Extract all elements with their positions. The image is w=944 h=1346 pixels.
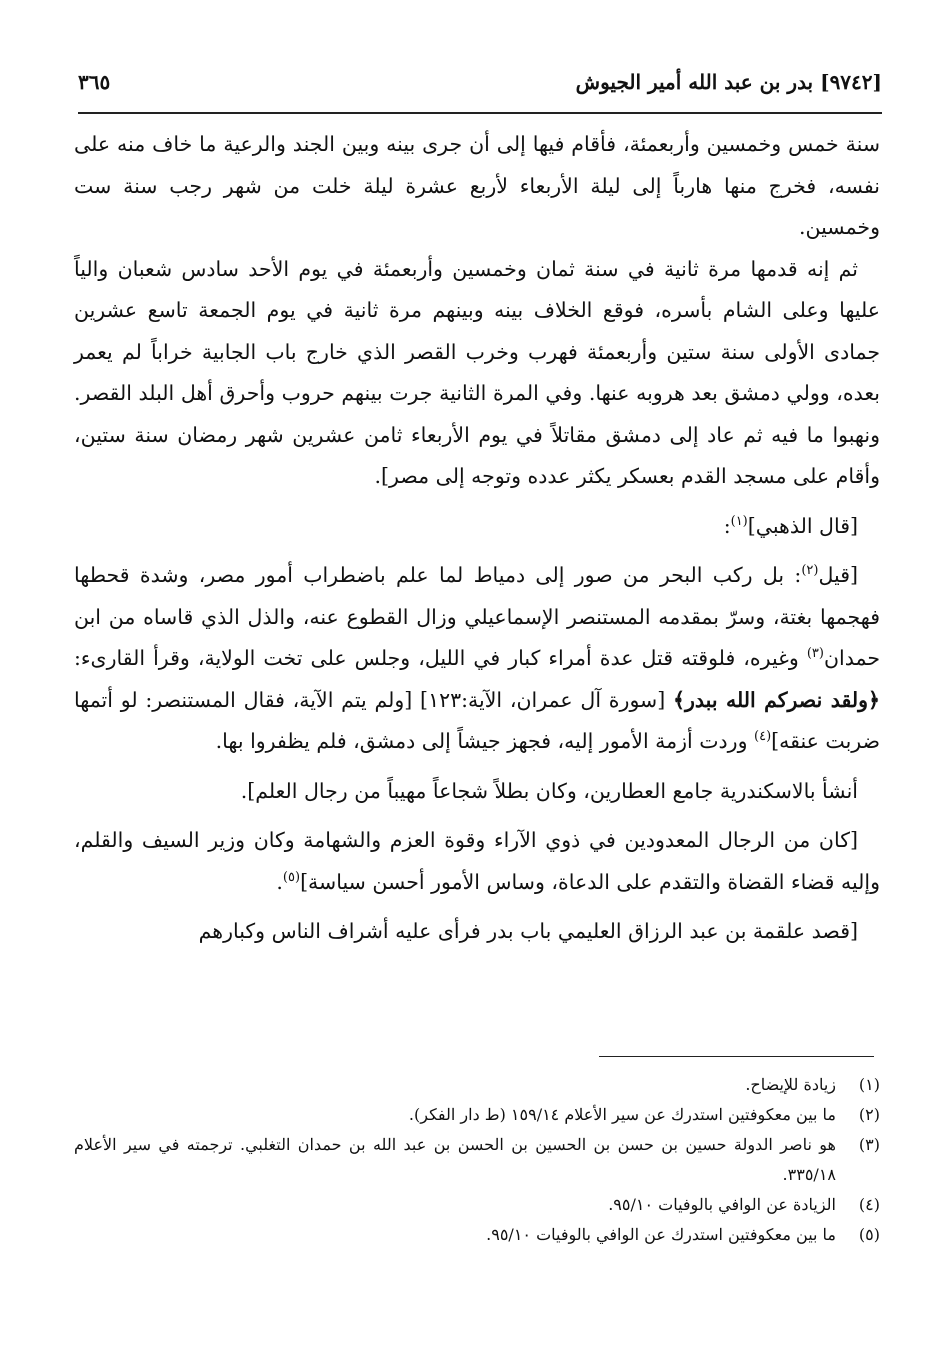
footnote-number: (٣) <box>858 1135 880 1154</box>
footnote-ref-1: (١) <box>730 513 748 529</box>
footnote-ref-2: (٢) <box>801 563 819 579</box>
main-text <box>74 124 880 961</box>
footnote-1 <box>74 1070 880 1100</box>
paragraph-1: سنة خمس وخمسين وأربعمئة، فأقام فيها إلى أن جرى بينه وبين الجند والرعية ما خاف منه على نفسه، فخرج منها هارباً إلى ليلة الأربعاء لأربع عشرة ليلة خلت من شهر رجب سنة ست وخمسين. <box>74 132 880 239</box>
footnote-separator <box>599 1056 874 1057</box>
footnote-number: (٢) <box>858 1105 880 1124</box>
footnote-number: (٤) <box>858 1195 880 1214</box>
footnote-text: زيادة للإيضاح. <box>745 1075 836 1094</box>
text-segment: وغيره، فلوقته قتل عدة أمراء كبار في الليل، وجلس على تخت الولاية، وقرأ القارىء: <box>74 646 807 670</box>
page-number: ٣٦٥ <box>78 70 111 94</box>
quran-verse: ﴿ولقد نصركم الله ببدر﴾ <box>673 687 880 712</box>
text-segment: [سورة آل عمران، الآية:١٢٣] [ولم يتم الآية، فقال المستنصر: لو أتمها ضربت عنقه] <box>74 687 880 753</box>
footnotes <box>74 1070 880 1250</box>
paragraph-6 <box>74 820 880 903</box>
period: . <box>276 869 283 894</box>
colon: : <box>723 513 731 538</box>
heading-dhahabi: [قال الذهبي] <box>747 513 858 538</box>
footnote-2 <box>74 1100 880 1130</box>
page-header <box>78 62 882 102</box>
paragraph-2: ثم إنه قدمها مرة ثانية في سنة ثمان وخمسين وأربعمئة في يوم الأحد سادس شعبان والياً عليها وعلى الشام بأسره، فوقع الخلاف بينه وبينهم مرة ثانية في يوم الجمعة تاسع عشرين جمادى الأولى سنة ستين وأربعمئة فهرب وخرب القصر الذي خارج باب الجابية خراباً لم يعمر بعده، وولي دمشق بعد هروبه عنها. وفي المرة الثانية جرت بينهم حروب وأحرق أهل البلد القصر. ونهبوا ما فيه ثم عاد إلى دمشق مقاتلاً في يوم الأربعاء ثامن عشرين شهر رمضان سنة ستين، وأقام على مسجد القدم بعسكر يكثر عدده وتوجه إلى مصر]. <box>74 256 880 488</box>
text-segment: [قيل <box>818 563 858 587</box>
footnote-ref-3: (٣) <box>806 646 824 662</box>
text-segment: [كان من الرجال المعدودين في ذوي الآراء وقوة العزم والشهامة وكان وزير السيف والقلم، وإليه قضاء القضاة والتقدم على الدعاة، وساس الأمور أحسن سياسة] <box>74 828 880 894</box>
paragraph-3 <box>74 506 880 548</box>
text-segment: : بل ركب البحر من صور إلى دمياط لما علم باضطراب أمور مصر، وشدة قحطها فهجمها بغتة، وسرّ بمقدمه المستنصر الإسماعيلي وزال القطوع عنه، والذل الذي قاساه من ابن حمدان <box>74 563 880 670</box>
footnote-text: ما بين معكوفتين استدرك عن الوافي بالوفيات ٩٥/١٠. <box>486 1225 836 1244</box>
paragraph-4 <box>74 555 880 763</box>
footnote-text: ما بين معكوفتين استدرك عن سير الأعلام ١٥٩/١٤ (ط دار الفكر). <box>408 1105 836 1124</box>
footnote-ref-5: (٥) <box>282 869 301 885</box>
paragraph-5: أنشأ بالاسكندرية جامع العطارين، وكان بطلاً شجاعاً مهيباً من رجال العلم]. <box>240 778 858 803</box>
footnote-4 <box>74 1190 880 1220</box>
header-rule <box>78 112 882 114</box>
footnote-5 <box>74 1220 880 1250</box>
footnote-3 <box>74 1130 880 1190</box>
text-segment: وردت أزمة الأمور إليه، فجهز جيشاً إلى دمشق، فلم يظفروا بها. <box>215 729 754 753</box>
paragraph-7: [قصد علقمة بن عبد الرزاق العليمي باب بدر فرأى عليه أشراف الناس وكبارهم <box>198 919 858 943</box>
footnote-text: هو ناصر الدولة حسين بن حسن بن الحسين بن الحسن بن عبد الله بن حمدان التغلبي. ترجمته في سير الأعلام ٣٣٥/١٨. <box>74 1135 836 1184</box>
footnote-ref-4: (٤) <box>754 729 772 745</box>
footnote-text: الزيادة عن الوافي بالوفيات ٩٥/١٠. <box>608 1195 836 1214</box>
footnote-number: (١) <box>858 1075 880 1094</box>
running-title: [٩٧٤٢] بدر بن عبد الله أمير الجيوش <box>575 70 882 94</box>
footnote-number: (٥) <box>858 1225 880 1244</box>
